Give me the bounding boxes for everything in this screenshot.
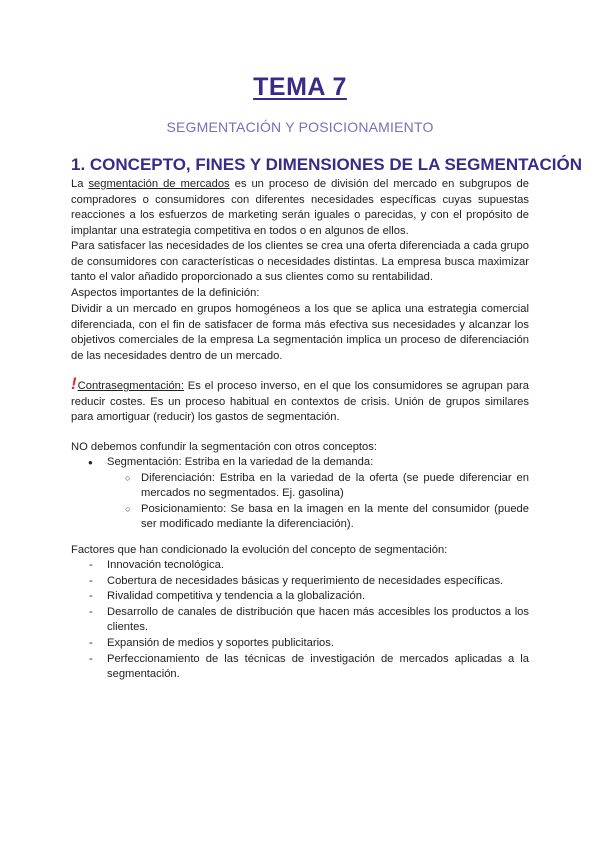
aspects-heading: Aspectos importantes de la definición: (71, 287, 260, 299)
confusion-intro: NO debemos confundir la segmentación con otros conceptos: (71, 441, 377, 453)
term-contrasegmentacion: Contrasegmentación: (77, 380, 185, 392)
list-item (71, 589, 529, 605)
contra-rest: Es el proceso inverso, en el que los consumidores se agrupan para reducir costes. Es un proceso habitual en contextos de crisis. Unión de grupos similares para amortiguar (reducir) los gastos de segmentación. (71, 380, 529, 424)
factors-intro: Factores que han condicionado la evolución del concepto de segmentación: (71, 544, 448, 556)
list-item-text: Diferenciación: Estriba en la variedad de la oferta (se puede diferenciar en mercados no segmentados. Ej. gasolina) (141, 471, 529, 500)
document-title: TEMA 7 (253, 73, 347, 101)
paragraph-aspects: Dividir a un mercado en grupos homogéneos a los que se aplica una estrategia comercial diferenciada, con el fin de satisfacer de forma más efectiva sus necesidades y alcanzar los objetivos comerciales de la empresa La segmentación implica un proceso de diferenciación de las necesidades dentro de un mercado. (71, 303, 529, 362)
factors-list (71, 558, 529, 683)
list-item (71, 471, 529, 502)
exclamation-icon: ! (71, 374, 77, 393)
section-heading: 1. CONCEPTO, FINES Y DIMENSIONES DE LA SEGMENTACIÓN (71, 155, 583, 174)
document-subtitle: SEGMENTACIÓN Y POSICIONAMIENTO (166, 119, 434, 135)
list-item-text: Perfeccionamiento de las técnicas de investigación de mercados aplicadas a la segmentación. (107, 652, 529, 681)
paragraph-definition (71, 177, 529, 239)
term-segmentacion: segmentación de mercados (88, 178, 230, 190)
list-item (71, 605, 529, 636)
confusion-list (71, 455, 529, 533)
list-item-text: Desarrollo de canales de distribución que hacen más accesibles los productos a los clientes. (107, 605, 529, 634)
paragraph-lead: La (71, 178, 89, 190)
list-item (71, 502, 529, 533)
list-item (71, 652, 529, 683)
list-item (71, 574, 529, 590)
list-item-text: Cobertura de necesidades básicas y requerimiento de necesidades específicas. (107, 574, 504, 587)
list-item (71, 636, 529, 652)
list-item-text: Innovación tecnológica. (107, 559, 224, 571)
list-item-text: Rivalidad competitiva y tendencia a la globalización. (107, 590, 366, 603)
list-item-text: Posicionamiento: Se basa en la imagen en la mente del consumidor (puede ser modificado mediante la diferenciación). (141, 502, 529, 531)
paragraph-contrasegmentacion (71, 374, 529, 426)
paragraph-rest: es un proceso de división del mercado en subgrupos de compradores o consumidores con diferentes necesidades específicas cuyas supuestas reacciones a los esfuerzos de marketing serán iguales o parecidas, y con el propósito de implantar una estrategia competitiva en todos o en algunos de ellos. (71, 178, 529, 237)
paragraph-offer: Para satisfacer las necesidades de los clientes se crea una oferta diferenciada a cada grupo de consumidores con características o necesidades distintas. La empresa busca maximizar tanto el valor añadido proporcionado a sus clientes como su rentabilidad. (71, 240, 529, 284)
list-item (71, 558, 529, 574)
list-item-text: Expansión de medios y soportes publicitarios. (107, 636, 334, 649)
list-item (71, 455, 529, 471)
list-item-text: Segmentación: Estriba en la variedad de la demanda: (107, 456, 374, 468)
